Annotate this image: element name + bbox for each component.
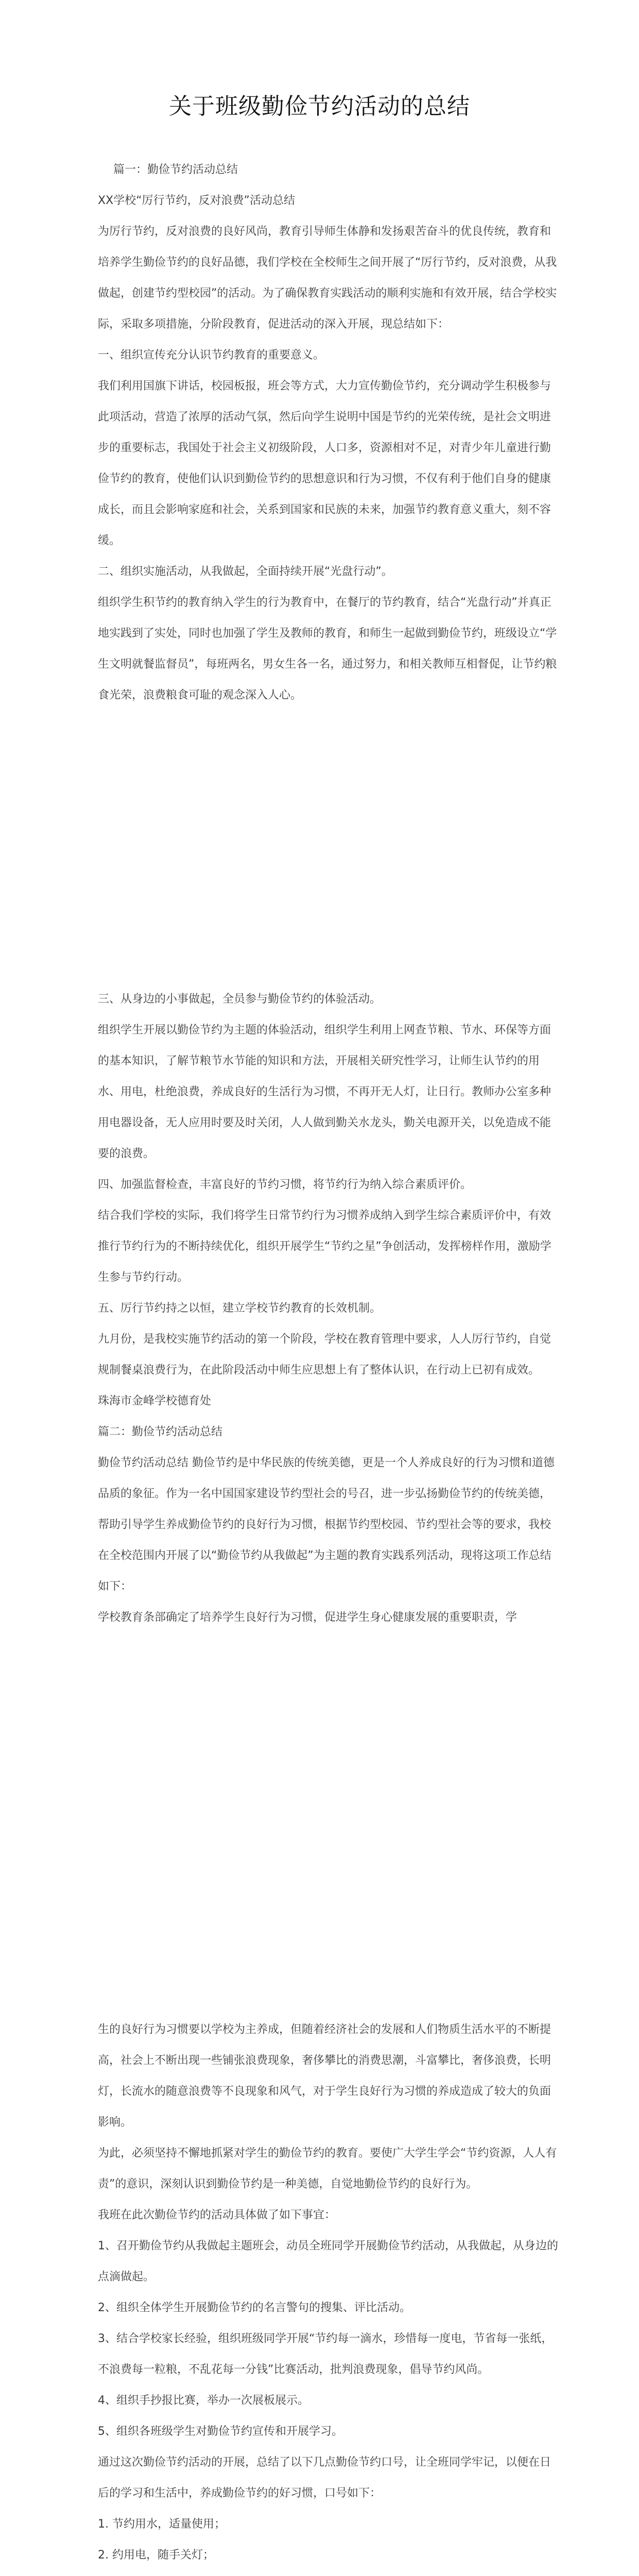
list-item: 5、组织各班级学生对勤俭节约宣传和开展学习。 [98, 2425, 343, 2438]
paragraph: 我班在此次勤俭节约的活动具体做了如下事宜： [98, 2209, 336, 2222]
list-item: 1、召开勤俭节约从我做起主题班会，动员全班同学开展勤俭节约活动，从我做起，从身边的点滴做起。 [98, 2240, 559, 2283]
section-two [98, 984, 561, 1633]
paragraph: 为厉行节约，反对浪费的良好风尚，教育引导师生体静和发扬艰苦奋斗的优良传统，教育和培养学生勤俭节约的良好品德，我们学校在全校师生之间开展了“厉行节约，反对浪费，从我做起，创建节约型校园”的活动。为了确保教育实践活动的顺利实施和有效开展，结合学校实际，采取多项措施，分阶段教育，促进活动的深入开展，现总结如下： [98, 225, 557, 331]
section-three [98, 2014, 561, 2576]
paragraph: 五、厉行节约持之以恒，建立学校节约教育的长效机制。 [98, 1302, 382, 1315]
signature-line: 珠海市金峰学校德育处 [98, 1395, 212, 1408]
paragraph: 我们利用国旗下讲话，校园板报，班会等方式，大力宣传勤俭节约，充分调动学生积极参与此项活动，营造了浓厚的活动气氛，然后向学生说明中国是节约的光荣传统，是社会文明进步的重要标志，我国处于社会主义初级阶段，人口多，资源相对不足，对青少年儿童进行勤俭节约的教育，使他们认识到勤俭节约的思想意识和行为习惯，不仅有利于他们自身的健康成长，而且会影响家庭和社会，关系到国家和民族的未来，加强节约教育意义重大，刻不容缓。 [98, 380, 551, 547]
document-title: 关于班级勤俭节约活动的总结 [169, 93, 470, 120]
paragraph: 为此，必须坚持不懈地抓紧对学生的勤俭节约的教育。要使广大学生学会“节约资源，人人有责”的意识，深刻认识到勤俭节约是一种美德，自觉地勤俭节约的良好行为。 [98, 2147, 557, 2191]
paragraph: 九月份，是我校实施节约活动的第一个阶段，学校在教育管理中要求，人人厉行节约，自觉规制餐桌浪费行为，在此阶段活动中师生应思想上有了整体认识，在行动上已初有成效。 [98, 1333, 551, 1377]
paragraph: 篇一：勤俭节约活动总结 [113, 163, 238, 176]
paragraph: 生的良好行为习惯要以学校为主养成，但随着经济社会的发展和人们物质生活水平的不断提高，社会上不断出现一些铺张浪费现象，奢侈攀比的消费思潮，斗富攀比，奢侈浪费，长明灯，长流水的随意浪费等不良现象和风气，对于学生良好行为习惯的养成造成了较大的负面影响。 [98, 2023, 551, 2129]
paragraph: 组织学生积节约的教育纳入学生的行为教育中，在餐厅的节约教育，结合“光盘行动”并真正地实践到了实处，同时也加强了学生及教师的教育，和师生一起做到勤俭节约，班级设立“学生文明就餐监督员”，每班两名，男女生各一名，通过努力，和相关教师互相督促，让节约粮食光荣，浪费粮食可耻的观念深入人心。 [98, 596, 557, 702]
paragraph: 勤俭节约活动总结 勤俭节约是中华民族的传统美德，更是一个人养成良好的行为习惯和道德品质的象征。作为一名中国国家建设节约型社会的号召，进一步弘扬勤俭节约的传统美德，帮助引导学生养成勤俭节约的良好行为习惯，根据节约型校园、节约型社会等的要求，我校在全校范围内开展了以“勤俭节约从我做起”为主题的教育实践系列活动，现将这项工作总结如下： [98, 1456, 555, 1593]
paragraph: 组织学生开展以勤俭节约为主题的体验活动，组织学生利用上网查节粮、节水、环保等方面的基本知识，了解节粮节水节能的知识和方法，开展相关研究性学习，让师生认节约的用水、用电，杜绝浪费，养成良好的生活行为习惯，不再开无人灯，让日行。教师办公室多种用电器设备，无人应用时要及时关闭，人人做到勤关水龙头，勤关电源开关，以免造成不能要的浪费。 [98, 1024, 551, 1160]
paragraph: 三、从身边的小事做起，全员参与勤俭节约的体验活动。 [98, 993, 382, 1006]
paragraph: XX学校“厉行节约，反对浪费”活动总结 [98, 194, 295, 207]
list-item: 4、组织手抄报比赛，举办一次展板展示。 [98, 2394, 309, 2407]
paragraph: 二、组织实施活动，从我做起，全面持续开展“光盘行动”。 [98, 565, 393, 578]
paragraph: 通过这次勤俭节约活动的开展，总结了以下几点勤俭节约口号，让全班同学牢记，以便在日后的学习和生活中，养成勤俭节约的好习惯，口号如下： [98, 2456, 551, 2500]
list-item: 2、组织全体学生开展勤俭节约的名言警句的搜集、评比活动。 [98, 2301, 411, 2314]
slogan-item: 1. 节约用水，适量使用； [98, 2518, 226, 2531]
slogan-item [98, 2571, 561, 2576]
paragraph: 四、加强监督检查，丰富良好的节约习惯，将节约行为纳入综合素质评价。 [98, 1178, 472, 1191]
paragraph: 篇二：勤俭节约活动总结 [98, 1426, 223, 1438]
slogan-item: 2. 约用电，随手关灯； [98, 2549, 214, 2562]
paragraph: 一、组织宣传充分认识节约教育的重要意义。 [98, 349, 325, 362]
section-one [98, 155, 561, 711]
paragraph: 结合我们学校的实际，我们将学生日常节约行为习惯养成纳入到学生综合素质评价中，有效推行节约行为的不断持续优化，组织开展学生“节约之星”争创活动，发挥榜样作用，激励学生参与节约行动。 [98, 1209, 551, 1284]
list-item: 3、结合学校家长经验，组织班级同学开展“节约每一滴水，珍惜每一度电，节省每一张纸，不浪费每一粒粮，不乱花每一分钱”比赛活动，批判浪费现象，倡导节约风尚。 [98, 2332, 553, 2376]
paragraph: 学校教育条部确定了培养学生良好行为习惯，促进学生身心健康发展的重要职责，学 [98, 1611, 517, 1624]
